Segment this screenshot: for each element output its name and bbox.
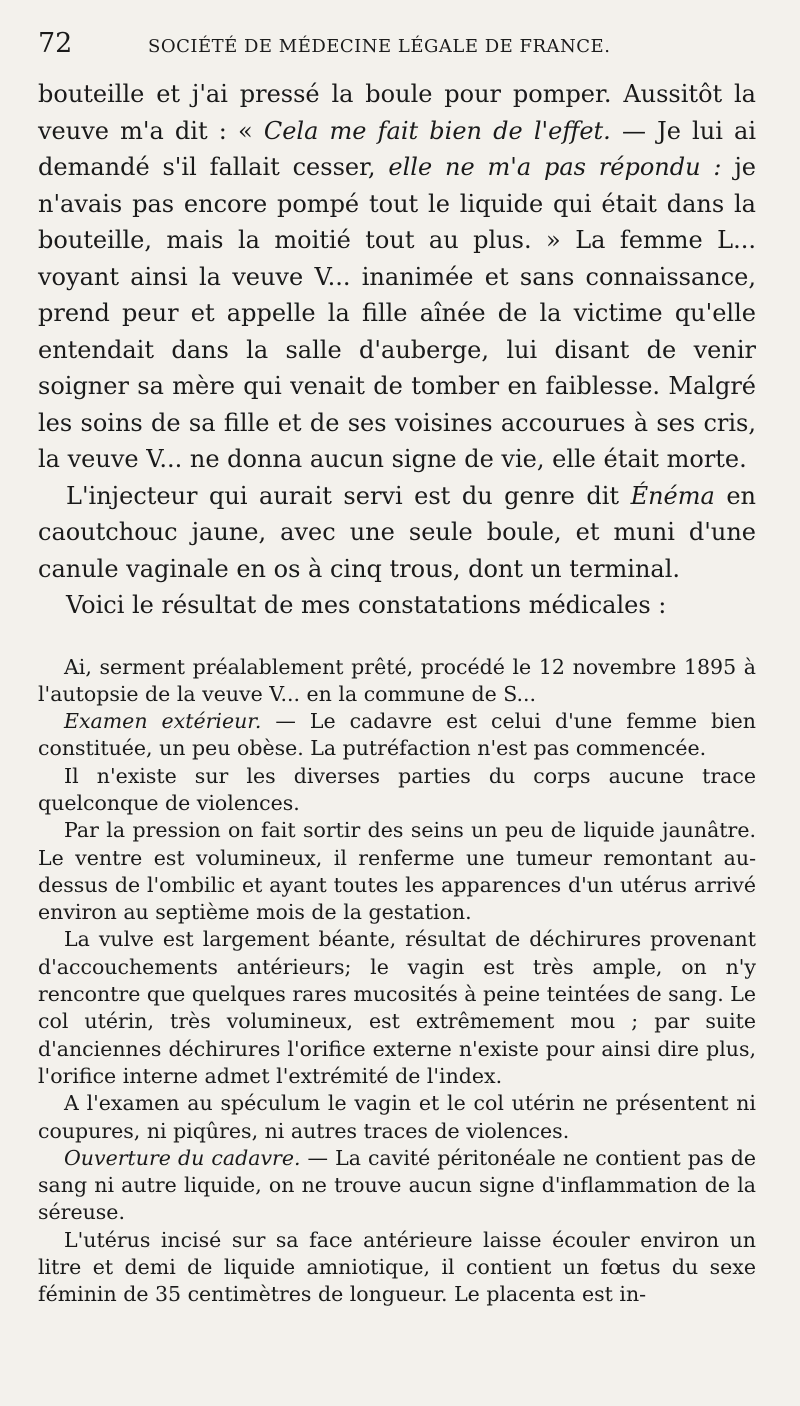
report-paragraph: La vulve est largement béante, résultat de déchirures provenant d'accouchements antérieurs; le vagin est très ample, on n'y rencontre que quelques rares mucosités à peine teintées de sang. Le col utérin, très volumineux, est extrêmement mou ; par suite d'anciennes déchirures l'orifice externe n'existe pour ainsi dire plus, l'orifice interne admet l'extrémité de l'index. [38, 927, 756, 1088]
paragraph [38, 478, 756, 588]
report-paragraph: L'utérus incisé sur sa face antérieure laisse écouler environ un litre et demi de liquide amniotique, il contient un fœtus du sexe féminin de 35 centimètres de longueur. Le placenta est in- [38, 1227, 756, 1307]
report-paragraph [38, 1145, 756, 1227]
italic-run: elle ne m'a pas répondu : [388, 153, 722, 181]
report-paragraph [38, 708, 756, 763]
italic-run: Cela me fait bien de l'effet. [263, 116, 611, 145]
page-header [38, 28, 756, 76]
report-paragraph: Par la pression on fait sortir des seins un peu de liquide jaunâtre. Le ventre est volumineux, il renferme une tumeur remontant au-dessus de l'ombilic et ayant toutes les apparences d'un utérus arrivé environ au septième mois de la gestation. [38, 818, 756, 925]
text-run: L'injecteur qui aurait servi est du genre dit [66, 481, 631, 510]
text-run: bouteille et j'ai pressé la boule pour pomper. Aussitôt la veuve m'a dit : « [38, 80, 756, 145]
report-paragraph: A l'examen au spéculum le vagin et le col utérin ne présentent ni coupures, ni piqûres, ni autres traces de violences. [38, 1091, 756, 1143]
text-run: en caoutchouc jaune, avec une seule boule, et muni d'une canule vaginale en os à cinq trous, dont un terminal. [38, 481, 756, 583]
report-paragraph: Il n'existe sur les diverses parties du corps aucune trace quelconque de violences. [38, 763, 756, 815]
paragraph [38, 76, 756, 478]
italic-run: Énéma [630, 481, 715, 510]
narrative-section [38, 76, 756, 624]
text-run: je n'avais pas encore pompé tout le liquide qui était dans la bouteille, mais la moitié tout au plus. » La femme L... voyant ainsi la veuve V... inanimée et sans connaissance, prend peur et appelle la fille aînée de la victime qu'elle entendait dans la salle d'auberge, lui disant de venir soigner sa mère qui venait de tomber en faiblesse. Malgré les soins de sa fille et de ses voisines accourues à ses cris, la veuve V... ne donna aucun signe de vie, elle était morte. [38, 153, 756, 473]
text-run: — La cavité péritonéale ne contient pas de sang ni autre liquide, on ne trouve aucun signe d'inflammation de la séreuse. [38, 1145, 756, 1225]
italic-run: Ouverture du cadavre. [64, 1145, 301, 1170]
report-paragraph: Ai, serment préalablement prêté, procédé le 12 novembre 1895 à l'autopsie de la veuve V... en la commune de S... [38, 654, 756, 706]
report-section [38, 654, 756, 1309]
running-head: SOCIÉTÉ DE MÉDECINE LÉGALE DE FRANCE. [148, 36, 611, 57]
text-run: — Je lui ai demandé s'il fallait cesser, [38, 116, 756, 181]
page-number: 72 [38, 28, 73, 59]
paragraph: Voici le résultat de mes constatations médicales : [66, 591, 667, 619]
text-run: — Le cadavre est celui d'une femme bien constituée, un peu obèse. La putréfaction n'est pas commencée. [38, 709, 756, 761]
italic-run: Examen extérieur. [64, 709, 262, 734]
